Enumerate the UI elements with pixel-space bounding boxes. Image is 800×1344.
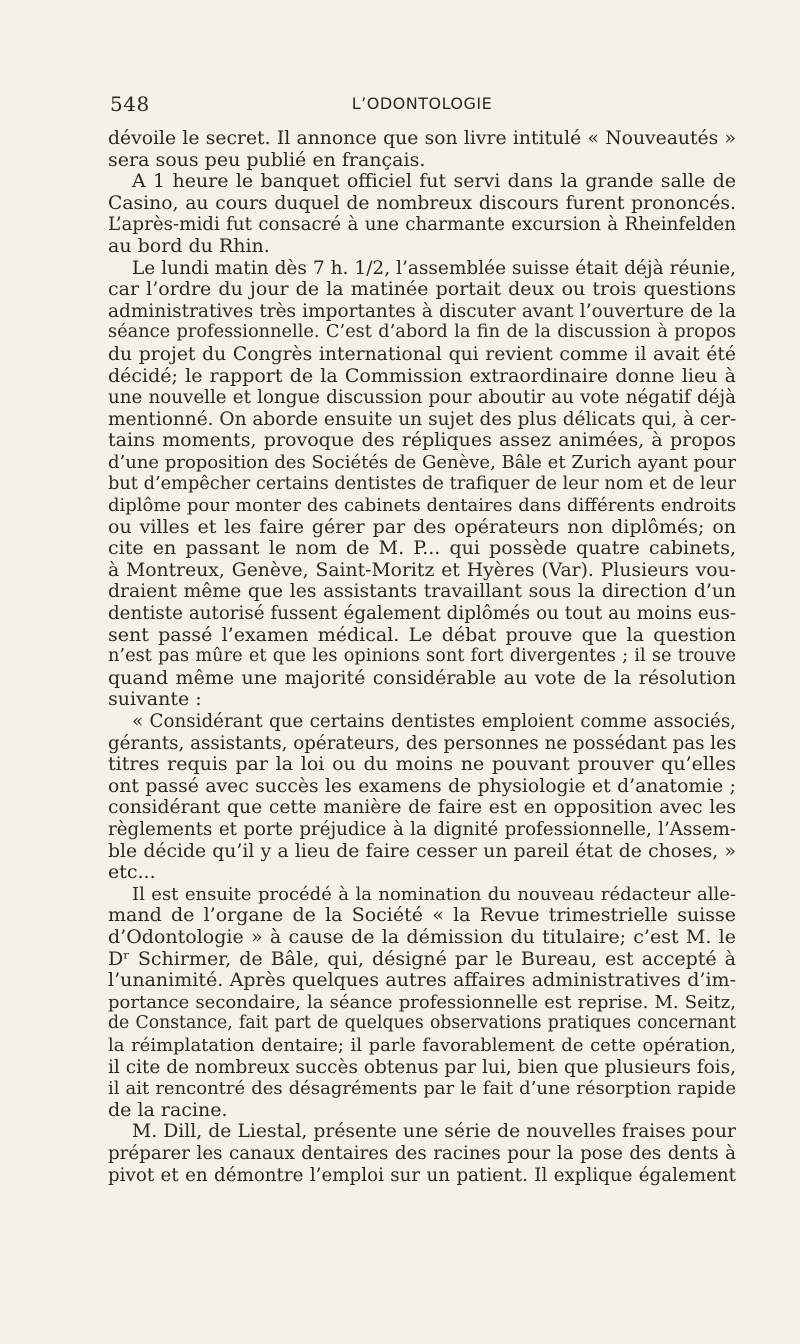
- text-line: portance secondaire, la séance professionnelle est reprise. M. Seitz,: [108, 991, 736, 1013]
- text-line: mentionné. On aborde ensuite un sujet des plus délicats qui, à cer-: [108, 408, 737, 430]
- text-line: de Constance, fait part de quelques observations pratiques concernant: [108, 1013, 736, 1034]
- text-line: il cite de nombreux succès obtenus par lui, bien que plusieurs fois,: [108, 1056, 737, 1078]
- text-line: sera sous peu publié en français.: [108, 148, 426, 171]
- text-line: l’unanimité. Après quelques autres affaires administratives d’im-: [108, 969, 736, 992]
- text-line: L’après-midi fut consacré à une charmante excursion à Rheinfelden: [108, 214, 736, 236]
- text-line: Il est ensuite procédé à la nomination du nouveau rédacteur alle-: [132, 883, 736, 905]
- text-line: administratives très importantes à discuter avant l’ouverture de la: [108, 300, 736, 322]
- text-line: titres requis par la loi ou du moins ne pouvant prouver qu’elles: [108, 753, 736, 776]
- text-line: ble décide qu’il y a lieu de faire cesser un pareil état de choses, »: [108, 840, 736, 862]
- text-line: dentiste autorisé fussent également diplômés ou tout au moins eus-: [108, 603, 736, 625]
- text-line: du projet du Congrès international qui revient comme il avait été: [108, 343, 736, 365]
- running-title: L’ODONTOLOGIE: [351, 94, 493, 113]
- text-line: à Montreux, Genève, Saint-Moritz et Hyères (Var). Plusieurs vou-: [108, 559, 736, 581]
- text-line: cite en passant le nom de M. P... qui possède quatre cabinets,: [108, 537, 736, 560]
- text-line: but d’empêcher certains dentistes de trafiquer de leur nom et de leur: [108, 473, 736, 494]
- text-line: dévoile le secret. Il annonce que son livre intitulé « Nouveautés »: [108, 128, 736, 149]
- text-line: A 1 heure le banquet officiel fut servi dans la grande salle de: [132, 170, 736, 193]
- text-line: séance professionnelle. C’est d’abord la fin de la discussion à propos: [108, 322, 736, 343]
- page-number: 548: [110, 92, 150, 116]
- text-line: de la racine.: [108, 1098, 228, 1121]
- text-line: gérants, assistants, opérateurs, des personnes ne possédant pas les: [108, 732, 737, 754]
- text-line: d’une proposition des Sociétés de Genève, Bâle et Zurich ayant pour: [108, 451, 736, 473]
- text-line: il ait rencontré des désagréments par le fait d’une résorption rapide: [108, 1078, 736, 1100]
- text-line: Casino, au cours duquel de nombreux discours furent prononcés.: [108, 192, 736, 214]
- text-line: considérant que cette manière de faire est en opposition avec les: [108, 797, 736, 819]
- page-header: [108, 92, 736, 120]
- text-line: ou villes et les faire gérer par des opérateurs non diplômés; on: [108, 515, 736, 538]
- text-line: sent passé l’examen médical. Le débat prouve que la question: [108, 623, 736, 646]
- text-line: car l’ordre du jour de la matinée portait deux ou trois questions: [108, 278, 736, 301]
- text-line: diplôme pour monter des cabinets dentaires dans différents endroits: [108, 495, 737, 517]
- text-line: etc...: [108, 861, 156, 884]
- text-line: la réimplatation dentaire; il parle favorablement de cette opération,: [108, 1034, 736, 1056]
- text-line: n’est pas mûre et que les opinions sont fort divergentes ; il se trouve: [108, 646, 736, 667]
- text-line: quand même une majorité considérable au vote de la résolution: [108, 666, 736, 689]
- text-line: pivot et en démontre l’emploi sur un patient. Il explique également: [108, 1164, 736, 1186]
- text-line: mand de l’organe de la Société « la Revue trimestrielle suisse: [108, 904, 736, 927]
- body-text: [108, 128, 736, 1186]
- text-line: une nouvelle et longue discussion pour aboutir au vote négatif déjà: [108, 387, 736, 409]
- text-line: tains moments, provoque des répliques assez animées, à propos: [108, 429, 736, 452]
- text-line: Le lundi matin dès 7 h. 1/2, l’assemblée suisse était déjà réunie,: [132, 257, 736, 279]
- text-line: d’Odontologie » à cause de la démission du titulaire; c’est M. le: [108, 925, 736, 948]
- text-line: draient même que les assistants travaillant sous la direction d’un: [108, 581, 736, 603]
- text-line: suivante :: [108, 688, 202, 711]
- text-line: règlements et porte préjudice à la dignité professionnelle, l’Assem-: [108, 819, 736, 840]
- text-line: ont passé avec succès les examens de physiologie et d’anatomie ;: [108, 775, 736, 797]
- text-line: préparer les canaux dentaires des racines pour la pose des dents à: [108, 1142, 736, 1164]
- text-line: « Considérant que certains dentistes emploient comme associés,: [132, 711, 736, 733]
- text-line: au bord du Rhin.: [108, 234, 270, 257]
- text-line: Dʳ Schirmer, de Bâle, qui, désigné par le Bureau, est accepté à: [108, 947, 736, 970]
- text-line: décidé; le rapport de la Commission extraordinaire donne lieu à: [108, 364, 736, 387]
- text-line: M. Dill, de Liestal, présente une série de nouvelles fraises pour: [132, 1121, 736, 1143]
